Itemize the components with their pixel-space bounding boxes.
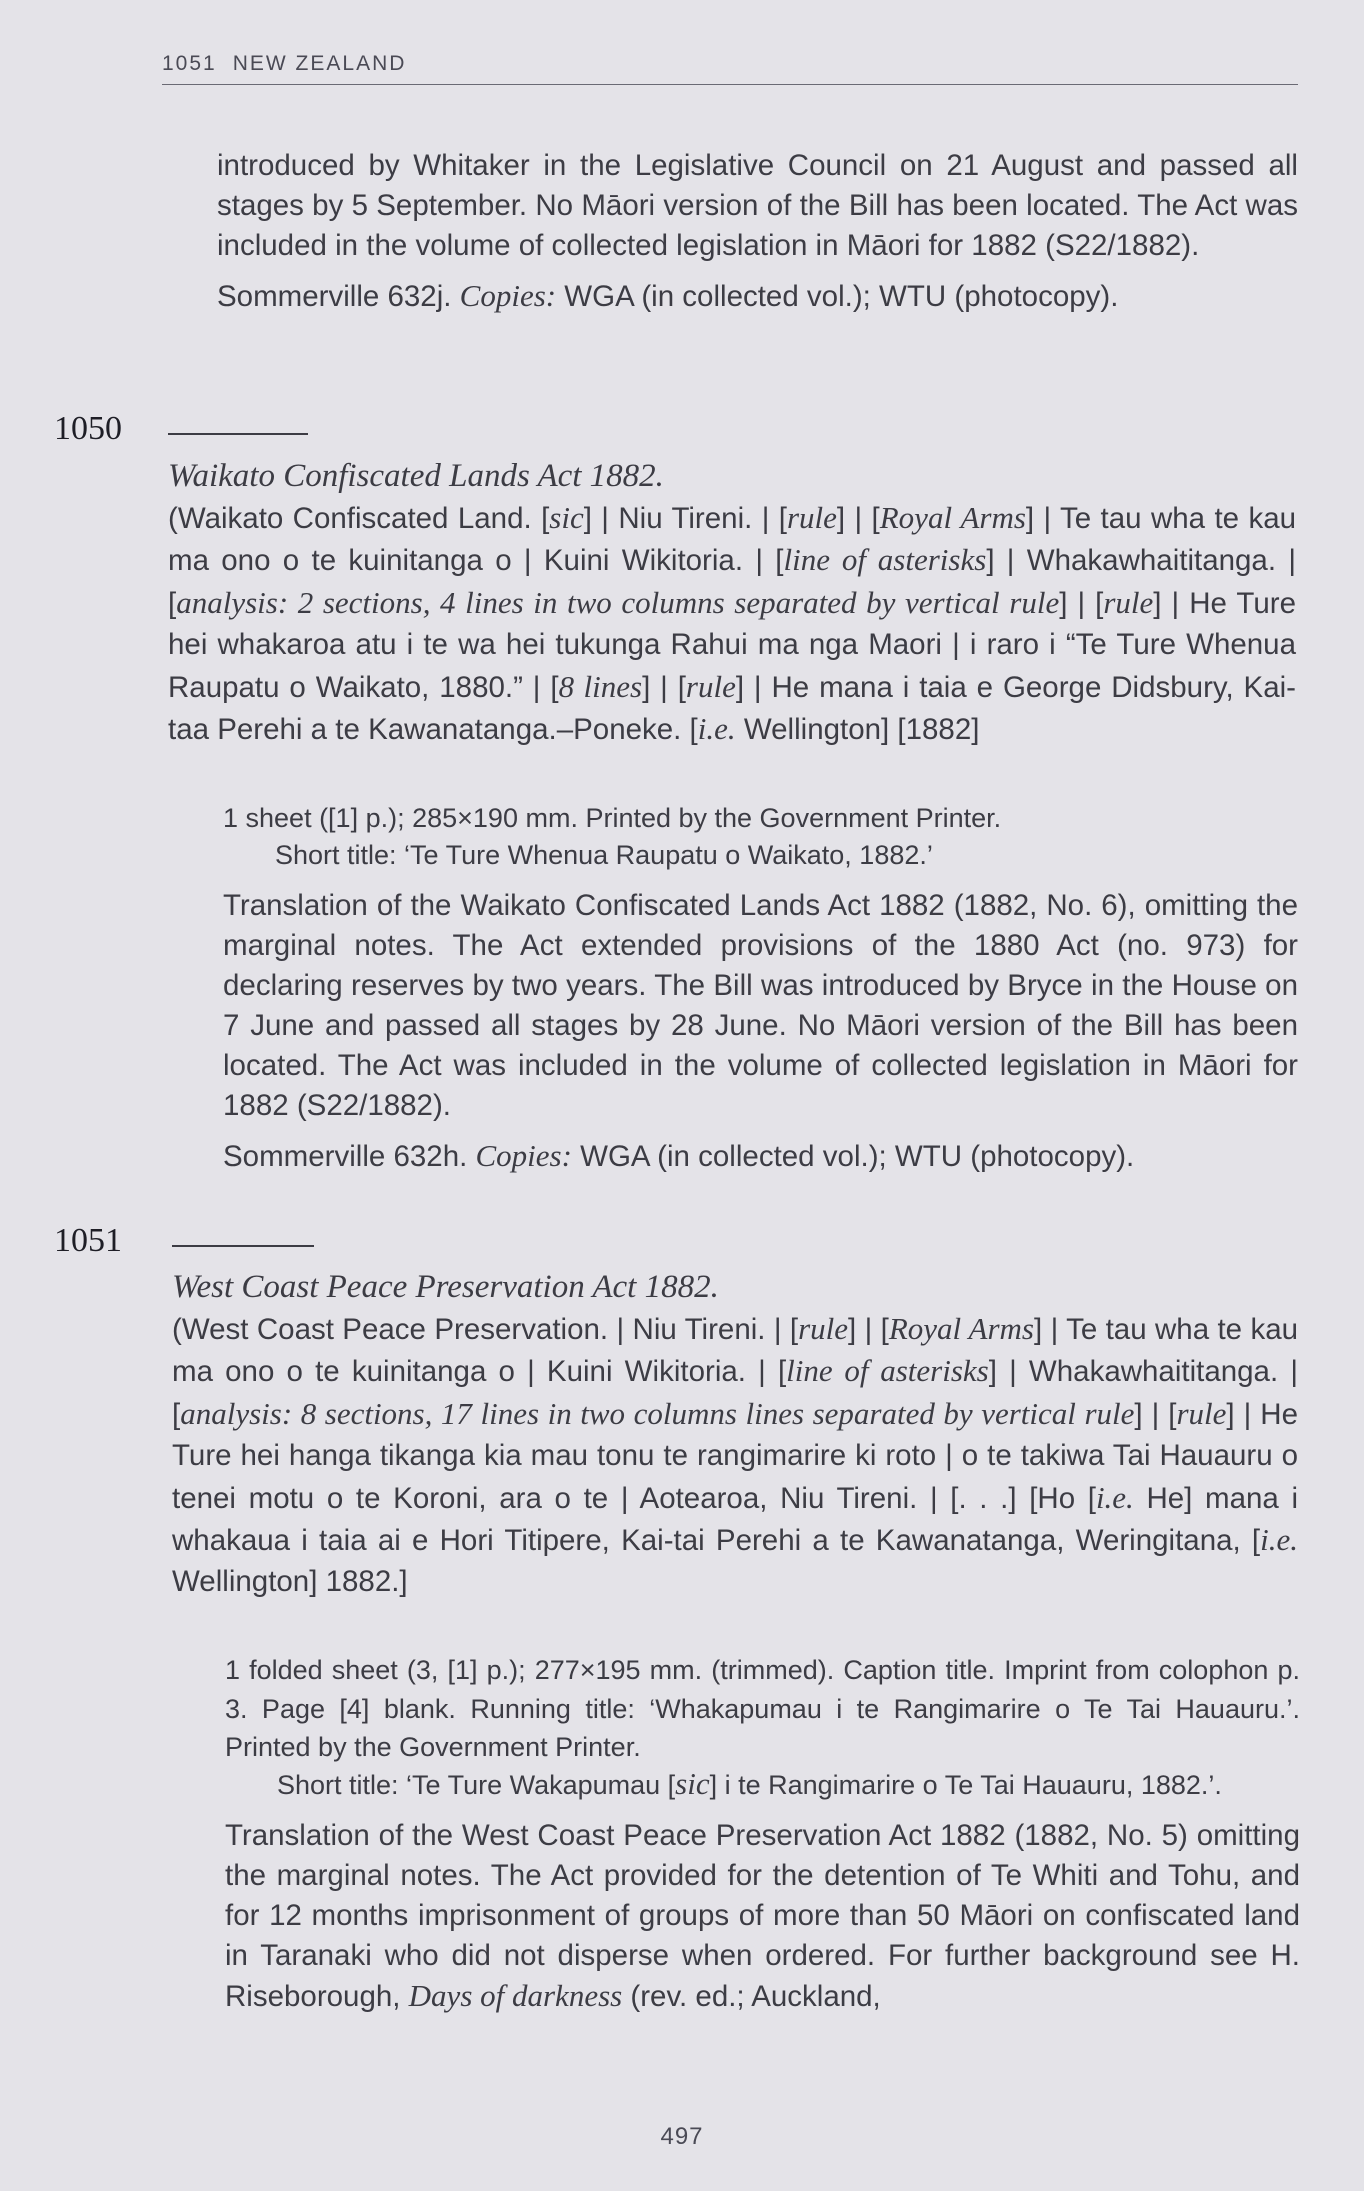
entry-transcription: (Waikato Confiscated Land. [sic] | Niu Tireni. | [rule] | [Royal Arms] | Te tau wha te kau ma ono o te kuinitanga o | Kuini Wikitoria. | [line of asterisks] | Whakawhaititanga. | [analysis: 2 sections, 4 lines in two columns separated by vertical rule] | [rule] | He Ture hei whakaroa atu i te wa hei tukunga Rahui ma nga Maori | i raro i “Te Ture Whenua Raupatu o Waikato, 1880.” | [8 lines] | [rule] | He mana i taia e George Didsbury, Kai-taa Perehi a te Kawanatanga.–Poneke. [i.e. Wellington] [1882] [168, 500, 1297, 747]
entry-number: 1051 [54, 1222, 122, 1259]
previous-entry-description: introduced by Whitaker in the Legislative Council on 21 August and passed all stages by 5 September. No Māori version of the Bill has been located. The Act was included in the volume of collected legislation in Māori for 1882 (S22/1882). [217, 149, 1298, 262]
entry-number: 1050 [54, 410, 122, 447]
entry-notes [223, 799, 1298, 1177]
entry-note: Translation of the Waikato Confiscated Lands Act 1882 (1882, No. 6), omitting the marginal notes. The Act extended provisions of the 1880 Act (no. 973) for declaring reserves by two years. The Bill was introduced by Bryce in the House on 7 June and passed all stages by 28 June. No Māori version of the Bill has been located. The Act was included in the volume of collected legislation in Māori for 1882 (S22/1882). [223, 889, 1298, 1122]
entry-rule [172, 1245, 314, 1247]
entry-note: Translation of the West Coast Peace Preservation Act 1882 (1882, No. 5) omitting the marginal notes. The Act provided for the detention of Te Whiti and Tohu, and for 12 months imprisonment of groups of more than 50 Māori on confiscated land in Taranaki who did not disperse when ordered. For further background see H. Riseborough, Days of darkness (rev. ed.; Auckland, [225, 1819, 1300, 2013]
previous-entry-continuation [217, 146, 1298, 317]
entry-body [168, 455, 1296, 750]
entry-body [172, 1266, 1298, 1603]
entry-transcription: (West Coast Peace Preservation. | Niu Tireni. | [rule] | [Royal Arms] | Te tau wha te kau ma ono o te kuinitanga o | Kuini Wikitoria. | [line of asterisks] | Whakawhaititanga. | [analysis: 8 sections, 17 lines in two columns lines separated by vertical rule] | [rule] | He Ture hei hanga tikanga kia mau tonu te rangimarire ki roto | o te takiwa Tai Hauauru o tenei motu o te Koroni, ara o te | Aotearoa, Niu Tireni. | [. . .] [Ho [i.e. He] mana i whakaua i taia ai e Hori Titipere, Kai-tai Perehi a te Kawanatanga, Weringitana, [i.e. Wellington] 1882.] [172, 1311, 1299, 1599]
entry-short-title: Short title: ‘Te Ture Whenua Raupatu o Waikato, 1882.’ [275, 839, 933, 870]
entry-physical-description: 1 sheet ([1] p.); 285×190 mm. Printed by the Government Printer. [223, 803, 1002, 833]
entry-title: Waikato Confiscated Lands Act 1882. [168, 458, 664, 494]
entry-short-title: Short title: ‘Te Ture Wakapumau [sic] i te Rangimarire o Te Tai Hauauru, 1882.’. [277, 1765, 1222, 1801]
entry-reference: Sommerville 632h. Copies: WGA (in collected vol.); WTU (photocopy). [223, 1138, 1135, 1173]
running-head-number: 1051 [162, 52, 217, 75]
entry-title: West Coast Peace Preservation Act 1882. [172, 1269, 719, 1305]
entry-notes [225, 1651, 1300, 2017]
entry-rule [168, 433, 308, 435]
previous-entry-reference: Sommerville 632j. Copies: WGA (in collected vol.); WTU (photocopy). [217, 278, 1119, 313]
running-head [162, 52, 1298, 85]
running-head-section: NEW ZEALAND [232, 52, 407, 75]
entry-physical-description: 1 folded sheet (3, [1] p.); 277×195 mm. (trimmed). Caption title. Imprint from colophon p. 3. Page [4] blank. Running title: ‘Whakapumau i te Rangimarire o Te Tai Hauauru.’. Printed by the Government Printer. [225, 1655, 1300, 1762]
page-folio: 497 [660, 2123, 704, 2150]
